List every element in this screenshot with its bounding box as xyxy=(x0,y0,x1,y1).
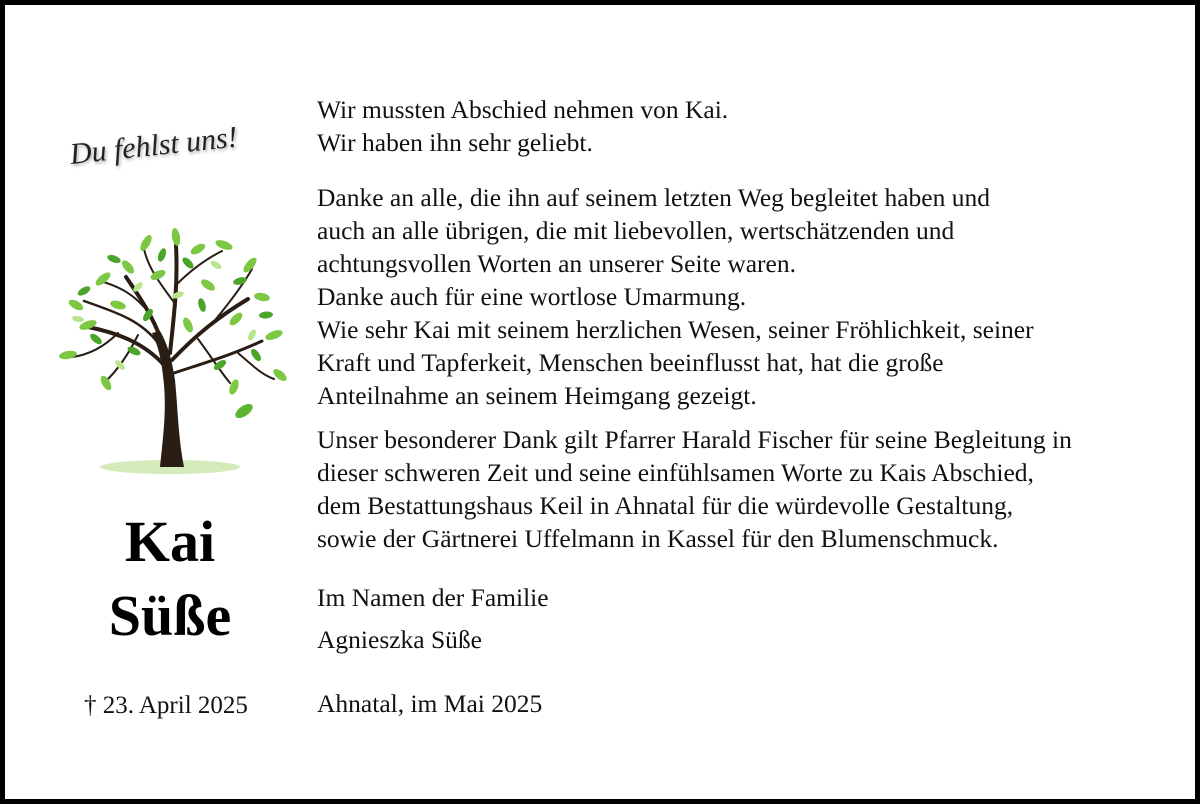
paragraph-farewell xyxy=(317,93,728,159)
name-first: Kai xyxy=(124,509,216,574)
tree-icon xyxy=(48,215,298,480)
text-line: Wir haben ihn sehr geliebt. xyxy=(317,128,593,157)
signature-family: Im Namen der Familie xyxy=(317,583,549,612)
text-line: Danke an alle, die ihn auf seinem letzten Weg begleitet haben und xyxy=(317,183,990,212)
signature-name: Agnieszka Süße xyxy=(317,625,483,654)
text-line: dieser schweren Zeit und seine einfühlsamen Worte zu Kais Abschied, xyxy=(317,458,1034,487)
text-line: Anteilnahme an seinem Heimgang gezeigt. xyxy=(317,381,757,410)
death-date: † 23. April 2025 xyxy=(84,692,248,719)
paragraph-thanks xyxy=(317,181,1034,412)
text-line: sowie der Gärtnerei Uffelmann in Kassel für den Blumenschmuck. xyxy=(317,524,999,553)
left-column xyxy=(10,10,300,804)
paragraph-special-thanks xyxy=(317,423,1072,555)
text-line: dem Bestattungshaus Keil in Ahnatal für die würdevolle Gestaltung, xyxy=(317,491,1014,520)
text-line: Danke auch für eine wortlose Umarmung. xyxy=(317,282,747,311)
place-date: Ahnatal, im Mai 2025 xyxy=(317,689,543,718)
motto: Du fehlst uns! xyxy=(68,120,240,171)
text-line: auch an alle übrigen, die mit liebevollen, wertschätzenden und xyxy=(317,216,955,245)
text-line: Kraft und Tapferkeit, Menschen beeinflusst hat, hat die große xyxy=(317,348,944,377)
text-line: Wie sehr Kai mit seinem herzlichen Wesen, seiner Fröhlichkeit, seiner xyxy=(317,315,1034,344)
name-last: Süße xyxy=(108,583,232,648)
text-line: Unser besonderer Dank gilt Pfarrer Harald Fischer für seine Begleitung in xyxy=(317,425,1072,454)
text-line: Wir mussten Abschied nehmen von Kai. xyxy=(317,95,729,124)
text-line: achtungsvollen Worten an unserer Seite waren. xyxy=(317,249,796,278)
